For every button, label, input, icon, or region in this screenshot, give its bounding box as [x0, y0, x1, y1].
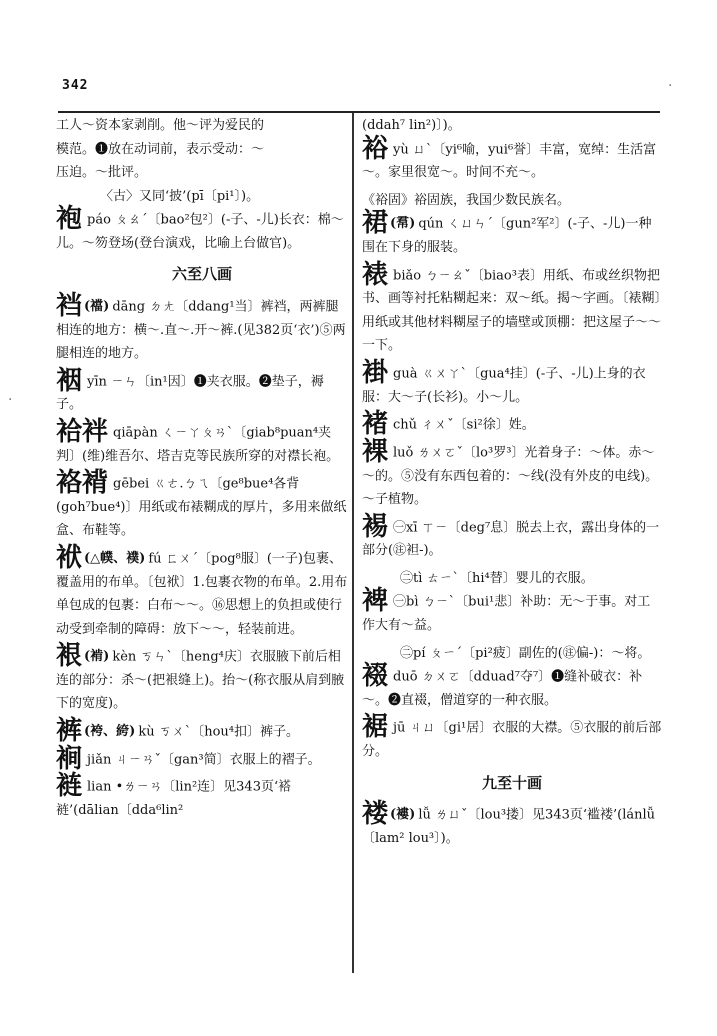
- entry-definition: fú ㄈㄨˊ〔pog⁸服〕(一子)包裹、覆盖用的布单。〔包袱〕1.包裹衣物的布单。2.用布单包成的包裹：白布～～。⑯思想上的负担或使行动受到牵制的障碍：放下～～，轻装前进。: [56, 551, 348, 637]
- entry-headword: 褛: [362, 799, 389, 829]
- entry-definition: páo ㄆㄠˊ〔bao²包²〕(-子、-儿)长衣：棉～儿。～笏登场(登台演戏，比喻上台做官)。: [56, 212, 344, 251]
- entry-headword: 裼: [362, 511, 389, 542]
- dictionary-entry: [56, 743, 348, 774]
- entry-definition: jū ㄐㄩ〔gi¹居〕衣服的大襟。⑤衣服的前后部分。: [362, 720, 662, 759]
- dictionary-entry: [362, 511, 662, 563]
- dictionary-entry: [56, 468, 348, 543]
- entry-definition: lǚ ㄌㄩˇ〔lou³搂〕见343页‘褴褛’(lánlǚ〔lam² lou³〕)。: [362, 807, 656, 846]
- continuation-line: 工人～资本家剥削。他～评为爱民的: [56, 118, 265, 133]
- entry-headword: 袍: [56, 204, 83, 234]
- dictionary-entry: [362, 357, 662, 409]
- dictionary-entry: [56, 771, 348, 822]
- entry-definition: qiāpàn ㄑㄧㄚㄆㄢˋ〔giab⁸puan⁴夹判〕(维)维吾尔、塔吉克等民族所穿的对襟长袍。: [56, 425, 340, 464]
- entry-definition: chǔ ㄔㄨˇ〔si²徐〕姓。: [393, 417, 535, 433]
- entry-variant: (襠): [84, 298, 110, 314]
- entry-headword: 裨: [362, 586, 389, 617]
- dictionary-entry: [56, 542, 348, 641]
- entry-definition: lian •ㄌㄧㄢ〔lin²连〕见343页‘褡裢’(dālian〔dda⁶lin²: [56, 779, 292, 818]
- entry-headword: 裱: [362, 259, 389, 290]
- section-title: 九至十画: [481, 773, 542, 792]
- entry-headword: 褚: [362, 409, 389, 439]
- entry-headword: 裰: [362, 661, 389, 691]
- entry-variant: (褸): [390, 807, 416, 822]
- entry-headword: 褂: [362, 357, 389, 388]
- dictionary-entry: [56, 715, 348, 746]
- entry-definition: kèn ㄎㄣˋ〔heng⁴庆〕衣服腋下前后相连的部分：杀～(把裉缝上)。抬～(称衣服从肩到腋下的宽度)。: [56, 649, 345, 712]
- entry-variant: (△幞、襆): [84, 550, 146, 566]
- dictionary-entry: [56, 290, 348, 366]
- entry-headword: 裆: [56, 290, 83, 321]
- dictionary-entry: [56, 204, 348, 255]
- entry-headword: 裙: [362, 208, 389, 239]
- column-divider: [352, 113, 354, 973]
- dictionary-entry: [362, 208, 662, 259]
- dictionary-entry: [362, 436, 662, 512]
- entry-definition: duō ㄉㄨㄛ〔dduad⁷夺⁷〕❶缝补破衣：补～。❷直裰，僧道穿的一种衣服。: [362, 669, 643, 708]
- entry-headword: 裉: [56, 641, 83, 671]
- entry-headword: 袷袢: [56, 416, 109, 447]
- entry-note: ㊁tì ㄊㄧˋ〔hi⁴替〕婴儿的衣服。: [400, 570, 594, 586]
- header-rule: [58, 111, 660, 113]
- entry-definition: luǒ ㄌㄨㄛˇ〔lo³罗³〕光着身子：～体。赤～～的。⑤没有东西包着的：～线(没有外皮的电线)。～子植物。: [362, 445, 659, 507]
- entry-variant: (袴、絝): [84, 723, 136, 739]
- entry-headword: 裤: [56, 715, 83, 746]
- dictionary-entry: [362, 259, 662, 358]
- continuation-line: 模范。❶放在动词前，表示受动：～: [56, 141, 265, 157]
- entry-note: 《裕固》裕固族，我国少数民族名。: [362, 192, 571, 208]
- dictionary-entry: [362, 799, 662, 850]
- entry-definition: yīn ㄧㄣ〔in¹因〕❶夹衣服。❷垫子，褥子。: [56, 373, 324, 413]
- entry-headword: 裥: [56, 743, 83, 774]
- entry-headword: 袼褙: [56, 468, 109, 498]
- entry-note: ㊁pí ㄆㄧˊ〔pi²疲〕副佐的(㊟偏-)：～将。: [400, 645, 651, 661]
- entry-headword: 袱: [56, 542, 83, 573]
- entry-definition: qún ㄑㄩㄣˊ〔gun²军²〕(-子、-儿)一种围在下身的服装。: [362, 216, 652, 255]
- entry-headword: 裸: [362, 436, 389, 467]
- entry-definition: ㊀bì ㄅㄧˋ〔bui¹悲〕补助：无～于事。对工作大有～益。: [362, 594, 651, 633]
- entry-definition: dāng ㄉㄤ〔ddang¹当〕裤裆，两裤腿相连的地方：横～.直～.开～裤.(见382页‘衣’)⑤两腿相连的地方。: [56, 299, 346, 361]
- entry-definition: yù ㄩˋ〔yi⁶喻，yui⁶誉〕丰富，宽绰：生活富～。家里很宽～。时间不充～。: [362, 141, 657, 181]
- entry-definition: jiǎn ㄐㄧㄢˇ〔gan³简〕衣服上的褶子。: [87, 751, 321, 767]
- left-column: [56, 114, 348, 827]
- dictionary-entry: [362, 661, 662, 712]
- entry-variant: (帬): [390, 216, 416, 232]
- scan-mark: ·: [668, 78, 673, 94]
- entry-headword: 裕: [362, 133, 389, 164]
- scan-mark: ·: [8, 392, 13, 408]
- entry-definition: ㊀xī ㄒㄧ〔deg⁷息〕脱去上衣，露出身体的一部分(㊟袒-)。: [362, 519, 660, 559]
- dictionary-entry: [56, 416, 348, 468]
- dictionary-entry: [362, 586, 662, 637]
- continuation-line: 压迫。～批评。: [56, 165, 148, 180]
- entry-headword: 裾: [362, 712, 389, 743]
- dictionary-entry: [56, 641, 348, 716]
- continuation-note: 〈古〉又同‘披’(pī〔pi¹〕)。: [100, 188, 260, 204]
- right-column: [362, 114, 662, 854]
- entry-variant: (褃): [84, 649, 110, 664]
- entry-definition: kù ㄎㄨˋ〔hou⁴扣〕裤子。: [138, 724, 299, 739]
- entry-definition: guà ㄍㄨㄚˋ〔gua⁴挂〕(-子、-儿)上身的衣服：大～子(长衫)。小～儿。: [362, 366, 646, 405]
- section-title: 六至八画: [171, 265, 232, 284]
- entry-headword: 裢: [56, 771, 83, 802]
- dictionary-entry: [362, 712, 662, 763]
- entry-definition: biǎo ㄅㄧㄠˇ〔biao³表〕用纸、布或丝织物把书、画等衬托粘糊起来：双～纸。揭～字画。〔裱糊〕用纸或其他材料糊屋子的墙壁或顶棚：把这屋子～～一下。: [362, 267, 662, 354]
- dictionary-entry: [362, 133, 662, 185]
- entry-headword: 裀: [56, 365, 83, 396]
- continuation-line: (ddah⁷ lin²)〕)。: [362, 118, 461, 133]
- entry-definition: gēbei ㄍㄜ.ㄅㄟ〔ge⁸bue⁴各背(goh⁷bue⁴)〕用纸或布裱糊成的厚片，多用来做纸盒、布鞋等。: [56, 476, 347, 539]
- page-number: 342: [62, 78, 89, 93]
- dictionary-entry: [56, 365, 348, 417]
- dictionary-entry: [362, 409, 662, 439]
